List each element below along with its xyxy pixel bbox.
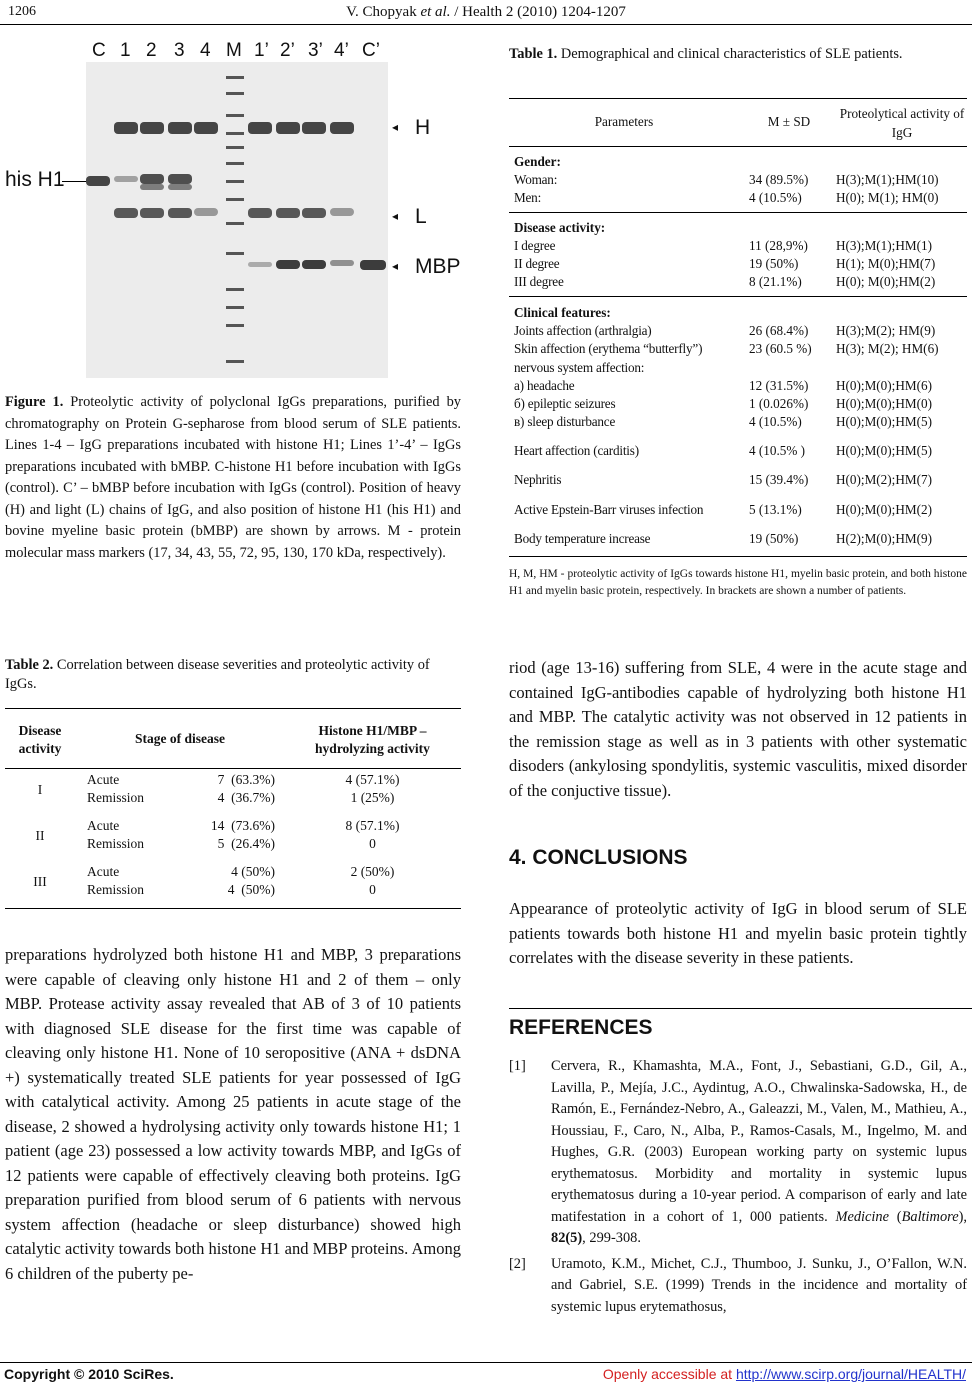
gel-band (248, 208, 272, 218)
gel-band (194, 208, 218, 216)
gel-band (330, 260, 354, 266)
param-cell: Joints affection (arthralgia) (514, 323, 652, 338)
references-rule (509, 1008, 972, 1009)
value-cell: 11 (28,9%) (749, 238, 808, 253)
count-cell: 5 (26.4%) (217, 836, 275, 851)
lane-label: 3 (174, 40, 185, 61)
value-cell: 26 (68.4%) (749, 323, 809, 338)
l-arrow-icon: ◂ (392, 209, 399, 223)
param-cell: Woman: (514, 172, 558, 187)
hydrolyzing-cell: 8 (57.1%) (345, 818, 400, 833)
param-cell: III degree (514, 274, 564, 289)
gel-band (168, 184, 192, 190)
activity-cell: H(3);M(1);HM(10) (836, 172, 939, 187)
marker-band (226, 92, 244, 95)
param-cell: Heart affection (carditis) (514, 443, 639, 458)
hydrolyzing-cell: 0 (369, 836, 376, 851)
lane-label: 3’ (308, 40, 323, 61)
marker-band (226, 76, 244, 79)
stage-cell: Acute (87, 772, 120, 787)
activity-cell: II (35, 828, 45, 843)
activity-cell: III (33, 874, 47, 889)
gel-band (302, 208, 326, 218)
hydrolyzing-cell: 0 (369, 882, 376, 897)
gel-band (248, 122, 272, 134)
conclusions-text: Appearance of proteolytic activity of IgG in blood serum of SLE patients towards both histone H1 and myelin basic protein tightly correlates with the disease severity in these patients. (509, 899, 967, 967)
gel-band (302, 122, 326, 134)
value-cell: 4 (10.5%) (749, 414, 802, 429)
running-header: V. Chopyak et al. / Health 2 (2010) 1204-1207 (346, 4, 626, 20)
value-cell: 19 (50%) (749, 256, 799, 271)
value-cell: 12 (31.5%) (749, 378, 809, 393)
stage-cell: Acute (87, 864, 120, 879)
marker-band (226, 114, 244, 117)
param-cell: Men: (514, 190, 542, 205)
his-h1-label: his H1 (5, 168, 65, 191)
marker-band (226, 324, 244, 327)
param-cell: Active Epstein-Barr viruses infection (514, 502, 704, 517)
activity-cell: H(0);M(0);HM(0) (836, 396, 932, 411)
value-cell: 15 (39.4%) (749, 472, 809, 487)
lane-label: 4’ (334, 40, 349, 61)
gel-band (168, 122, 192, 134)
hydrolyzing-cell: 2 (50%) (350, 864, 395, 879)
references-list (509, 1056, 967, 1322)
lane-label: 2’ (280, 40, 295, 61)
marker-band (226, 306, 244, 309)
table-rule (5, 768, 461, 769)
lane-label: 2 (146, 40, 157, 61)
marker-band (226, 360, 244, 363)
gel-band (114, 208, 138, 218)
table-1-note: H, M, HM - proteolytic activity of IgGs towards histone H1, myelin basic protein, and both histone H1 and myelin basic protein, respectively. In brackets are shown a number of patients. (509, 568, 967, 597)
value-cell: 23 (60.5 %) (749, 341, 812, 356)
param-cell: в) sleep disturbance (514, 414, 616, 429)
gel-band (140, 122, 164, 134)
gel-band (114, 176, 138, 182)
gel-band (140, 184, 164, 190)
gel-band (302, 260, 326, 269)
marker-band (226, 198, 244, 201)
value-cell: 1 (0.026%) (749, 396, 809, 411)
value-cell: 8 (21.1%) (749, 274, 802, 289)
col-header-stage: Stage of disease (135, 731, 225, 746)
col-header-activity: Proteolytical activity of IgG (839, 106, 965, 140)
hydrolyzing-cell: 4 (57.1%) (345, 772, 400, 787)
gel-band (114, 122, 138, 134)
header-rule (0, 24, 972, 25)
count-cell: 14 (73.6%) (210, 818, 275, 833)
table-rule (509, 556, 967, 557)
activity-cell: H(0);M(0);HM(5) (836, 443, 932, 458)
activity-cell: H(0);M(0);HM(5) (836, 414, 932, 429)
marker-band (226, 146, 244, 149)
marker-band (226, 162, 244, 165)
activity-cell: H(0);M(0);HM(2) (836, 502, 932, 517)
col-header-hydrolyzing: Histone H1/MBP – hydrolyzing activity (315, 723, 430, 756)
marker-band (226, 222, 244, 225)
gel-band (140, 174, 164, 184)
value-cell: 4 (10.5%) (749, 190, 802, 205)
activity-cell: H(3); M(2); HM(6) (836, 341, 939, 356)
h-chain-label: H (415, 116, 431, 139)
activity-cell: H(1); M(0);HM(7) (836, 256, 936, 271)
gel-band (168, 208, 192, 218)
table-2-caption: Table 2. Correlation between disease severities and proteolytic activity of IgGs. (5, 657, 430, 692)
activity-cell: I (37, 782, 43, 797)
hydrolyzing-cell: 1 (25%) (350, 790, 395, 805)
count-cell: 4 (50%) (227, 882, 275, 897)
param-cell: nervous system affection: (514, 360, 645, 375)
marker-band (226, 252, 244, 255)
mbp-label: MBP (415, 255, 461, 278)
gel-band (360, 260, 386, 270)
col-header-activity: Disease activity (18, 723, 62, 756)
param-cell: б) epileptic seizures (514, 396, 616, 411)
activity-cell: H(3);M(1);HM(1) (836, 238, 932, 253)
gel-band (276, 208, 300, 218)
mbp-arrow-icon: ◂ (392, 259, 399, 273)
stage-cell: Remission (87, 882, 145, 897)
table-rule (509, 212, 967, 213)
conclusions-heading: 4. CONCLUSIONS (509, 846, 688, 869)
activity-cell: H(0);M(2);HM(7) (836, 472, 932, 487)
gel-band (330, 208, 354, 216)
gel-band (194, 122, 218, 134)
section-title: Disease activity: (514, 220, 606, 235)
gel-image (86, 62, 388, 378)
activity-cell: H(3);M(2); HM(9) (836, 323, 936, 338)
param-cell: Nephritis (514, 472, 562, 487)
param-cell: Skin affection (erythema “butterfly”) (514, 341, 703, 356)
gel-band (276, 122, 300, 134)
param-cell: a) headache (514, 378, 575, 393)
open-access-note: Openly accessible at http://www.scirp.org/journal/HEALTH/ (602, 1366, 966, 1382)
reference-item: [1] Cervera, R., Khamashta, M.A., Font, J., Sebastiani, G.D., Gil, A., Lavilla, P., Mejía, J.C., Aydintug, A.O., Chwalinska-Sadowska, H., de Ramón, E., Fernández-Nebro, A., Galeazzi, M., Valen, M., Mathieu, A., Houssiau, F., Caro, N., Alba, P., Ramos-Casals, M., Ingelmo, M. and Hughes, G.R. (2003) European working party on systemic lupus erythematosus. Morbidity and mortality in systemic lupus erythematosus during a 10-year period. A comparison of early and late matifestation in a cohort of 1, 000 patients. Medicine (Baltimore), 82(5), 299-308. (509, 1058, 967, 1246)
right-body-text: riod (age 13-16) suffering from SLE, 4 were in the acute stage and contained IgG-antibodies capable of hydrolyzing both histone H1 and MBP. The catalytic activity was not observed in 12 patients in the remission stage as well as in 3 patients with other systematic disoders (ankylosing spondylitis, systemic vasculitis, mixed disorder of the conjuctive tissue). (509, 658, 967, 800)
table-rule (509, 98, 967, 99)
param-cell: II degree (514, 256, 560, 271)
gel-band (248, 262, 272, 267)
count-cell: 4 (50%) (231, 864, 275, 879)
reference-item: [2] Uramoto, K.M., Michet, C.J., Thumboo, J. Sunku, J., O’Fallon, W.N. and Gabriel, S.E. (1999) Trends in the incidence and mortality of systemic lupus erytemathosus, (509, 1255, 967, 1315)
his-h1-arrow (62, 181, 86, 182)
table-rule (509, 146, 967, 147)
activity-cell: H(0); M(1); HM(0) (836, 190, 939, 205)
lane-label: C’ (362, 40, 380, 61)
value-cell: 4 (10.5% ) (749, 443, 806, 458)
value-cell: 34 (89.5%) (749, 172, 809, 187)
gel-band (330, 122, 354, 134)
section-title: Gender: (514, 154, 561, 169)
value-cell: 19 (50%) (749, 531, 799, 546)
lane-label: 4 (200, 40, 211, 61)
gel-band (168, 174, 192, 184)
l-chain-label: L (415, 205, 427, 228)
table-1-caption: Table 1. Demographical and clinical characteristics of SLE patients. (509, 46, 903, 62)
lane-label: 1’ (254, 40, 269, 61)
stage-cell: Remission (87, 790, 145, 805)
lane-label: 1 (120, 40, 131, 61)
count-cell: 4 (36.7%) (217, 790, 275, 805)
stage-cell: Acute (87, 818, 120, 833)
param-cell: I degree (514, 238, 556, 253)
marker-band (226, 132, 244, 135)
gel-band (140, 208, 164, 218)
lane-label: C (92, 40, 106, 61)
marker-band (226, 180, 244, 183)
table-rule (509, 296, 967, 297)
references-heading: REFERENCES (509, 1016, 653, 1039)
col-header-parameters: Parameters (594, 114, 654, 129)
page-number: 1206 (8, 4, 36, 19)
value-cell: 5 (13.1%) (749, 502, 802, 517)
footer-rule (0, 1362, 972, 1363)
activity-cell: H(2);M(0);HM(9) (836, 531, 932, 546)
h-arrow-icon: ◂ (392, 120, 399, 134)
copyright: Copyright © 2010 SciRes. (4, 1366, 174, 1382)
marker-band (226, 288, 244, 291)
stage-cell: Remission (87, 836, 145, 851)
figure-1-caption: Figure 1. Proteolytic activity of polyclonal IgGs preparations, purified by chromatography on Protein G-sepharose from blood serum of SLE patients. Lines 1-4 – IgG preparations incubated with histone H1; Lines 1’-4’ – IgGs preparations incubated with bMBP. C-histone H1 before incubation with IgGs (control). C’ – bMBP before incubation with IgGs (control). Position of heavy (H) and light (L) chains of IgG, and also position of histone H1 (his H1) and bovine myeline basic protein (bMBP) are shown by arrows. M - protein molecular mass markers (17, 34, 43, 55, 72, 95, 130, 170 kDa, respectively). (5, 394, 461, 561)
gel-band (86, 176, 110, 186)
table-rule (5, 708, 461, 709)
col-header-msd: M ± SD (767, 114, 811, 129)
lane-label: M (226, 40, 242, 61)
activity-cell: H(0);M(0);HM(6) (836, 378, 932, 393)
section-title: Clinical features: (514, 305, 611, 320)
left-body-text: preparations hydrolyzed both histone H1 and MBP, 3 preparations were capable of cleaving only histone H1 and 2 of them – only MBP. Protease activity assay revealed that AB of 3 of 10 patients with diagnosed SLE disease for the first time was capable of cleaving only histone H1. None of 10 seropositive (ANA + dsDNA +) systematically treated SLE patients for year possessed of IgG with catalytical activity. Among 25 patients in acute stage of the disease, 2 showed a hydrolysing activity only towards histone H1; 1 patient (age 23) possessed a low activity towards MBP, and IgGs of 12 patients were capable of effectively cleaving both proteins. IgG preparation purified from blood serum of 6 patients with nervous system affection (headache or sleep disturbance) showed high catalytic activity towards both histone H1 and MBP proteins. Among 6 children of the puberty pe- (5, 945, 461, 1283)
activity-cell: H(0); M(0);HM(2) (836, 274, 936, 289)
param-cell: Body temperature increase (514, 531, 651, 546)
gel-band (276, 260, 300, 269)
count-cell: 7 (63.3%) (217, 772, 275, 787)
table-rule (5, 908, 461, 909)
journal-link[interactable]: http://www.scirp.org/journal/HEALTH/ (735, 1366, 966, 1382)
